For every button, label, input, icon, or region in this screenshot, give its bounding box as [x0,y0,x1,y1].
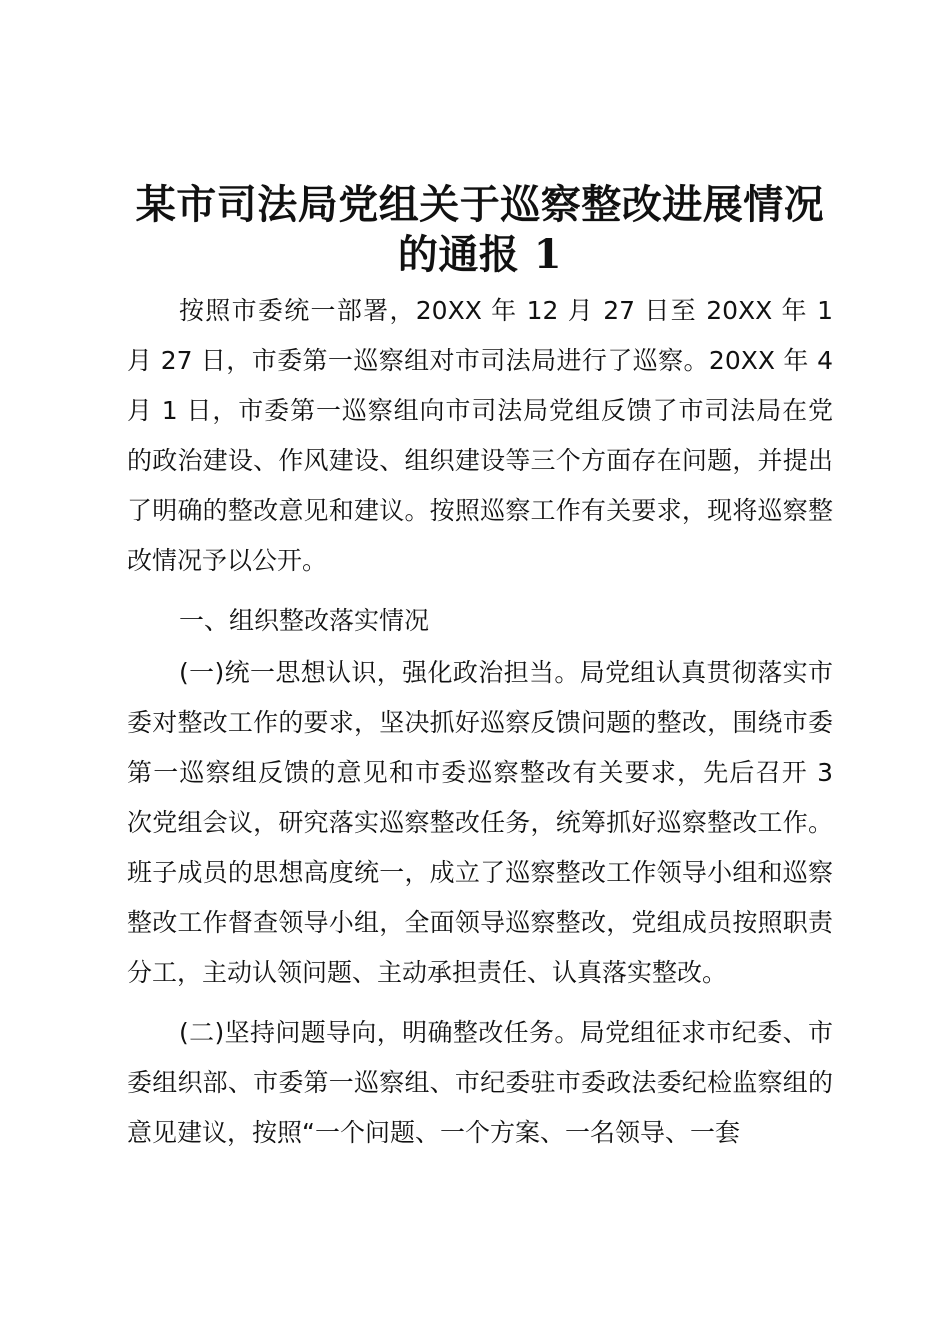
document-title: 某市司法局党组关于巡察整改进展情况的通报 1 [135,181,825,278]
body-paragraph: (一)统一思想认识，强化政治担当。局党组认真贯彻落实市委对整改工作的要求，坚决抓好巡察反馈问题的整改，围绕市委第一巡察组反馈的意见和市委巡察整改有关要求，先后召开 3 次党组会议，研究落实巡察整改任务，统筹抓好巡察整改工作。班子成员的思想高度统一，成立了巡察整改工作领导小组和巡察整改工作督查领导小组，全面领导巡察整改，党组成员按照职责分工，主动认领问题、主动承担责任、认真落实整改。 [127,658,833,987]
section-heading: 一、组织整改落实情况 [179,606,430,635]
body-paragraph: (二)坚持问题导向，明确整改任务。局党组征求市纪委、市委组织部、市委第一巡察组、市纪委驻市委政法委纪检监察组的意见建议，按照“一个问题、一个方案、一名领导、一套 [127,1018,833,1147]
document-page [127,180,833,1158]
intro-paragraph: 按照市委统一部署，20XX 年 12 月 27 日至 20XX 年 1 月 27 日，市委第一巡察组对市司法局进行了巡察。20XX 年 4 月 1 日，市委第一巡察组向市司法局党组反馈了市司法局在党的政治建设、作风建设、组织建设等三个方面存在问题，并提出了明确的整改意见和建议。按照巡察工作有关要求，现将巡察整改情况予以公开。 [127,296,833,575]
